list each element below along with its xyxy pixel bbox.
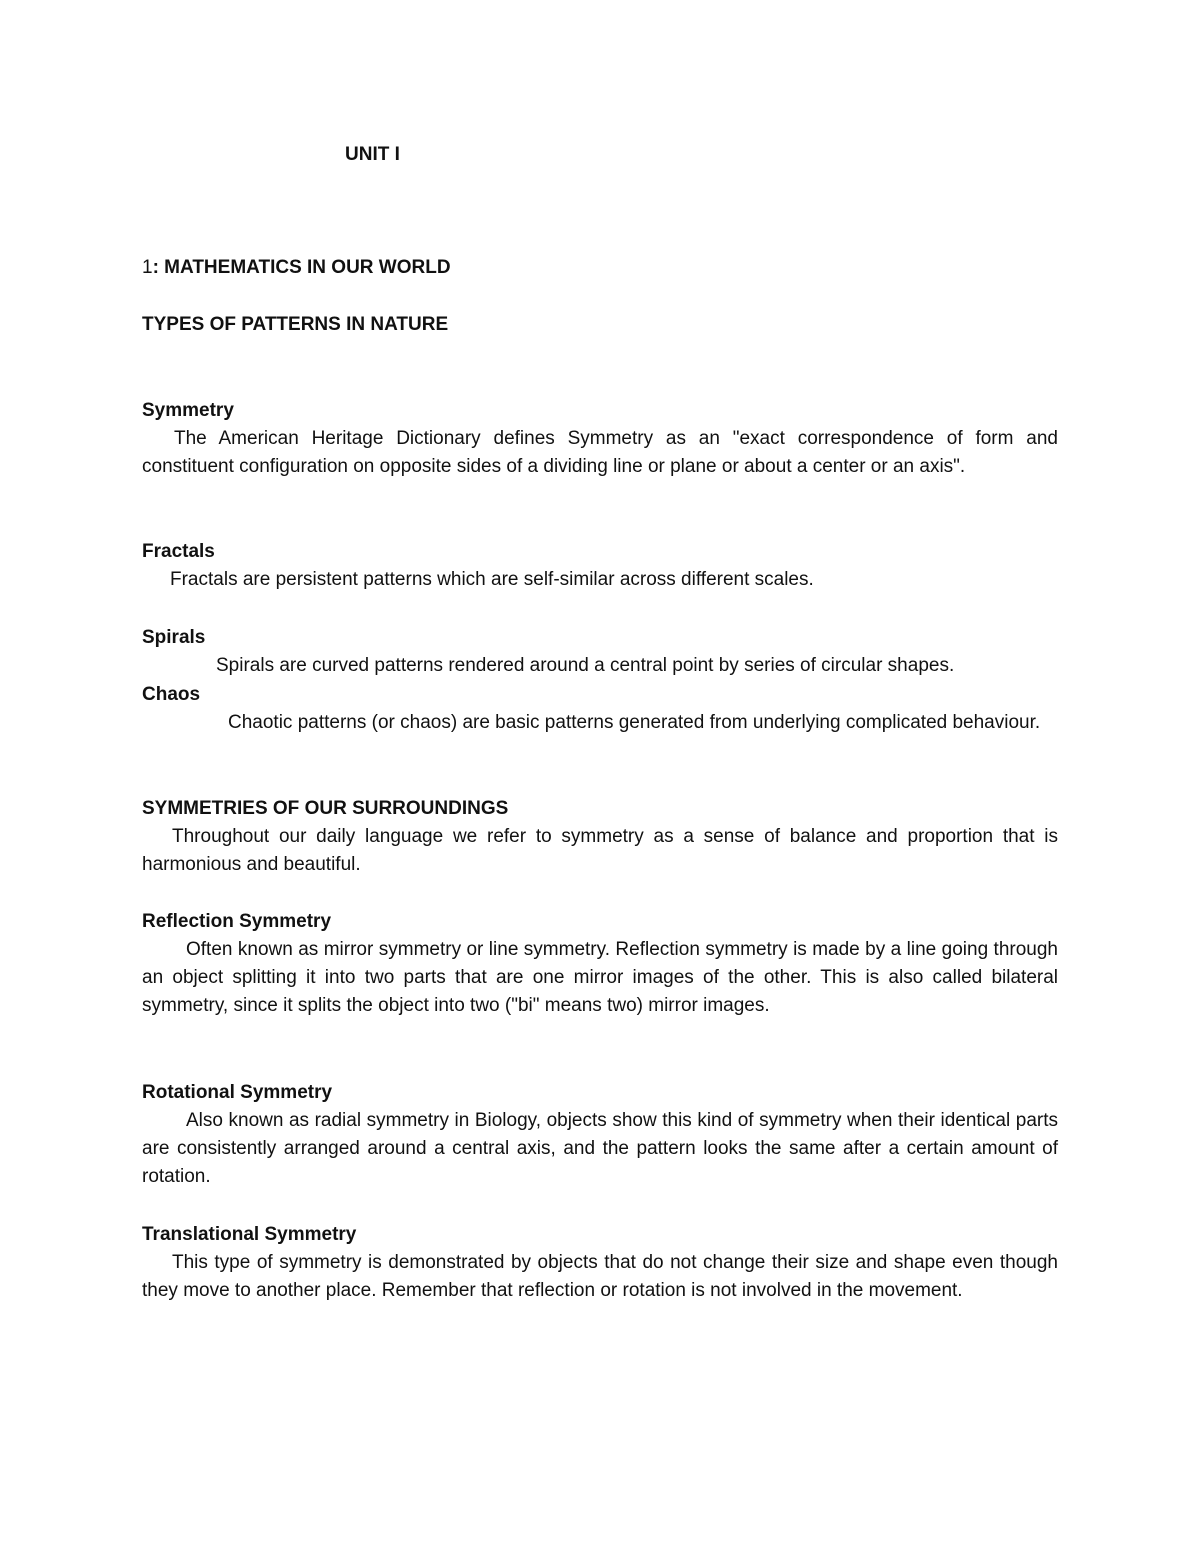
paragraph-rotational-symmetry: Also known as radial symmetry in Biology, objects show this kind of symmetry when their identical parts are consistently arranged around a central axis, and the pattern looks the same after a certain amount of rotation. (142, 1110, 1058, 1187)
section-types-title: TYPES OF PATTERNS IN NATURE (142, 314, 449, 335)
paragraph-spirals: Spirals are curved patterns rendered around a central point by series of circular shapes. (216, 655, 955, 676)
heading-translational-symmetry: Translational Symmetry (142, 1224, 357, 1245)
section-spirals (142, 624, 1058, 680)
paragraph-chaos: Chaotic patterns (or chaos) are basic patterns generated from underlying complicated behaviour. (228, 712, 1041, 733)
paragraph-symmetry: The American Heritage Dictionary defines Symmetry as an "exact correspondence of form and constituent configuration on opposite sides of a dividing line or plane or about a center or an axis". (142, 428, 1058, 477)
paragraph-translational-symmetry: This type of symmetry is demonstrated by objects that do not change their size and shape even though they move to another place. Remember that reflection or rotation is not involved in the movement. (142, 1252, 1058, 1301)
unit-title: UNIT I (345, 144, 400, 165)
section-chaos (142, 681, 1058, 737)
section-heading-types (142, 311, 1058, 339)
paragraph-reflection-symmetry: Often known as mirror symmetry or line symmetry. Reflection symmetry is made by a line going through an object splitting it into two parts that are one mirror images of the other. This is also called bilateral symmetry, since it splits the object into two ("bi" means two) mirror images. (142, 939, 1058, 1016)
section-symmetry (142, 397, 1058, 481)
section-reflection-symmetry (142, 908, 1058, 1020)
section-surroundings (142, 795, 1058, 879)
section-rotational-symmetry (142, 1079, 1058, 1191)
heading-surroundings: SYMMETRIES OF OUR SURROUNDINGS (142, 798, 509, 819)
paragraph-fractals: Fractals are persistent patterns which are self-similar across different scales. (170, 569, 814, 590)
heading-chaos: Chaos (142, 684, 201, 705)
heading-spirals: Spirals (142, 627, 206, 648)
heading-fractals: Fractals (142, 541, 215, 562)
chapter-number: 1 (142, 257, 153, 278)
section-translational-symmetry (142, 1221, 1058, 1305)
heading-rotational-symmetry: Rotational Symmetry (142, 1082, 333, 1103)
section-fractals (142, 538, 1058, 594)
heading-reflection-symmetry: Reflection Symmetry (142, 911, 332, 932)
paragraph-surroundings: Throughout our daily language we refer to symmetry as a sense of balance and proportion that is harmonious and beautiful. (142, 826, 1058, 875)
heading-symmetry: Symmetry (142, 400, 234, 421)
chapter-heading (142, 254, 1058, 282)
chapter-title: : MATHEMATICS IN OUR WORLD (152, 257, 451, 278)
